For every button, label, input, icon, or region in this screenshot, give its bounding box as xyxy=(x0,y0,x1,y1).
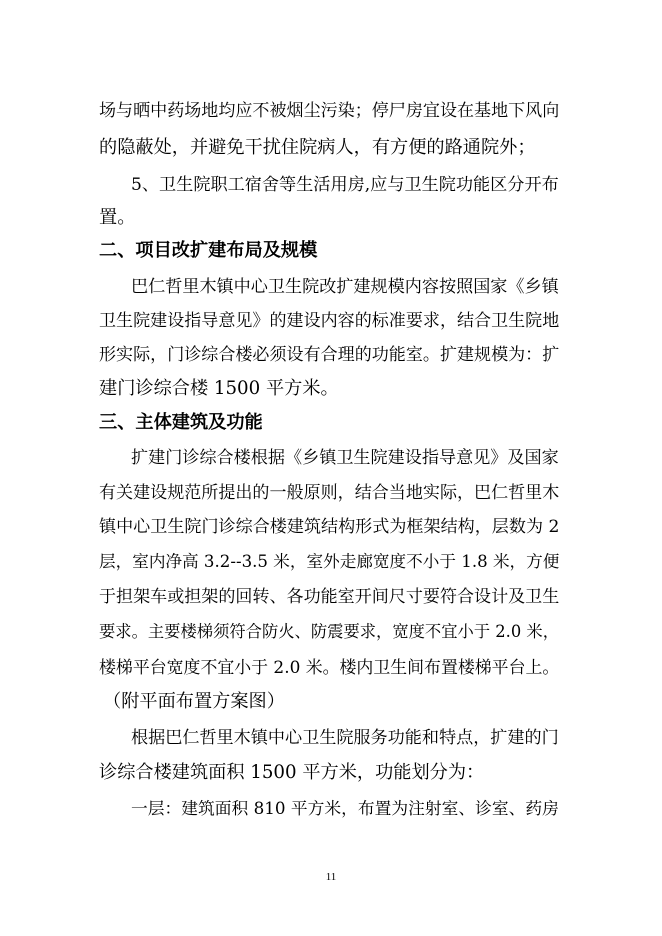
paragraph-line: 扩建门诊综合楼根据《乡镇卫生院建设指导意见》及国家 xyxy=(131,448,559,468)
section-heading: 二、项目改扩建布局及规模 xyxy=(99,240,318,261)
section-heading: 三、主体建筑及功能 xyxy=(99,412,263,433)
paragraph-line: （附平面布置方案图） xyxy=(103,691,285,712)
paragraph-line: 场与晒中药场地均应不被烟尘污染；停尸房宜设在基地下风向 xyxy=(99,101,560,121)
paragraph-line: 要求。主要楼梯须符合防火、防震要求，宽度不宜小于 2.0 米， xyxy=(99,622,559,641)
paragraph-line: 层，室内净高 3.2--3.5 米，室外走廊宽度不小于 1.8 米，方便 xyxy=(99,552,560,571)
paragraph-line: 一层：建筑面积 810 平方米，布置为注射室、诊室、药房 xyxy=(131,798,559,818)
paragraph-line: 于担架车或担架的回转、各功能室开间尺寸要符合设计及卫生 xyxy=(99,587,560,607)
paragraph-line: 卫生院建设指导意见》的建设内容的标准要求，结合卫生院地 xyxy=(99,311,560,331)
paragraph-line: 镇中心卫生院门诊综合楼建筑结构形式为框架结构，层数为 2 xyxy=(99,517,560,537)
paragraph-line: 根据巴仁哲里木镇中心卫生院服务功能和特点，扩建的门 xyxy=(131,728,559,748)
paragraph-line: 诊综合楼建筑面积 1500 平方米，功能划分为： xyxy=(99,762,485,783)
paragraph-line: 楼梯平台宽度不宜小于 2.0 米。楼内卫生间布置楼梯平台上。 xyxy=(99,657,560,677)
paragraph-line: 5、卫生院职工宿舍等生活用房,应与卫生院功能区分开布 xyxy=(131,175,559,195)
paragraph-line: 的隐蔽处，并避免干扰住院病人，有方便的路通院外； xyxy=(99,137,536,158)
paragraph-line: 置。 xyxy=(99,207,136,228)
page-number: 11 xyxy=(325,871,337,883)
paragraph-line: 有关建设规范所提出的一般原则，结合当地实际，巴仁哲里木 xyxy=(99,483,560,503)
paragraph-line: 巴仁哲里木镇中心卫生院改扩建规模内容按照国家《乡镇 xyxy=(131,277,559,297)
paragraph-line: 形实际，门诊综合楼必须设有合理的功能室。扩建规模为：扩 xyxy=(99,345,560,365)
paragraph-line: 建门诊综合楼 1500 平方米。 xyxy=(99,378,339,399)
